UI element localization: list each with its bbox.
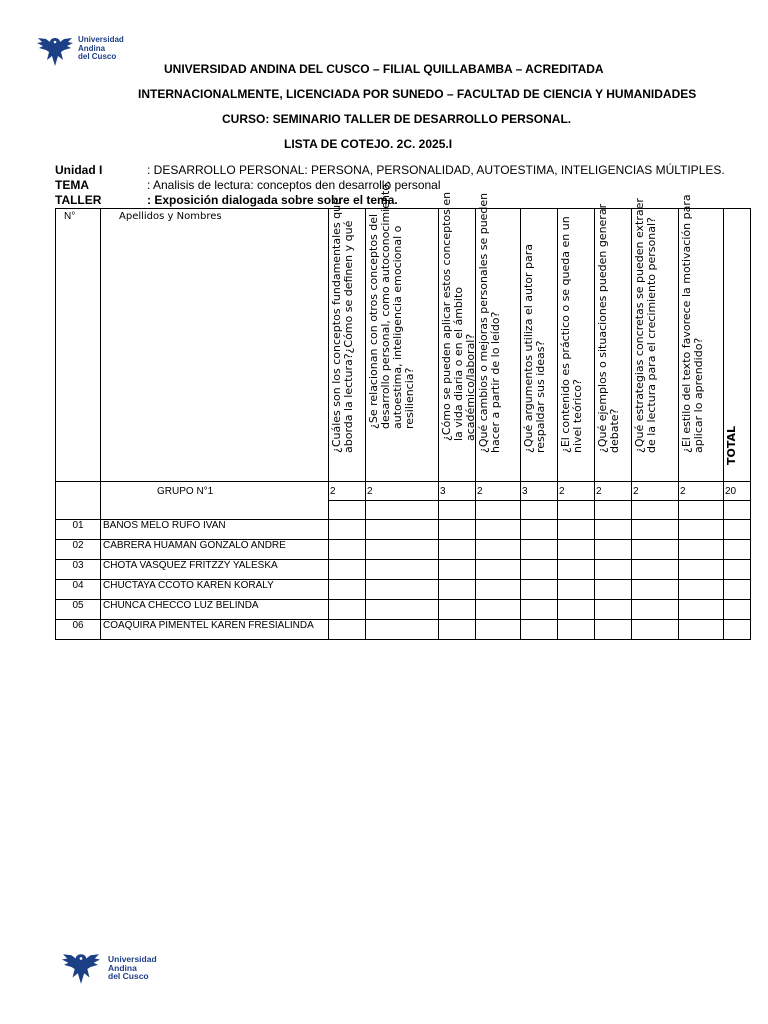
blank-row — [56, 501, 751, 520]
criterion-5 — [521, 209, 558, 482]
col-header-name: Apellidos y Nombres — [101, 209, 329, 482]
grade-cell[interactable] — [366, 600, 439, 620]
student-name: CHOTA VASQUEZ FRITZZY YALESKA — [101, 560, 329, 580]
logo-line-3: del Cusco — [108, 971, 149, 982]
blank-cell — [56, 501, 101, 520]
student-row — [56, 580, 751, 600]
total-label: TOTAL — [725, 425, 738, 465]
grade-cell[interactable] — [329, 540, 366, 560]
header-line-4: LISTA DE COTEJO. 2C. 2025.I — [284, 137, 453, 151]
university-logo-bottom — [60, 950, 157, 986]
group-no-cell — [56, 482, 101, 501]
meta-taller-label: TALLER — [55, 193, 102, 207]
grade-cell[interactable] — [679, 600, 724, 620]
score-8: 2 — [632, 482, 679, 501]
criterion-9 — [679, 194, 724, 482]
student-name: CABRERA HUAMAN GONZALO ANDRE — [101, 540, 329, 560]
grade-cell[interactable] — [476, 600, 521, 620]
student-row — [56, 560, 751, 580]
grade-cell[interactable] — [558, 620, 595, 640]
criterion-2-text: ¿Se relacionan con otros conceptos del desarrollo personal, como autoconocimiento, autoestima, inteligencia emocional o resiliencia? — [367, 180, 416, 429]
student-number: 06 — [56, 620, 101, 640]
criterion-2 — [366, 180, 439, 482]
grade-cell[interactable] — [679, 540, 724, 560]
grade-cell[interactable] — [595, 540, 632, 560]
grade-cell[interactable] — [679, 580, 724, 600]
grade-cell[interactable] — [521, 580, 558, 600]
student-name: COAQUIRA PIMENTEL KAREN FRESIALINDA — [101, 620, 329, 640]
meta-unidad-label: Unidad I — [55, 163, 103, 177]
criterion-9-text: ¿El estilo del texto favorece la motivación para aplicar lo aprendido? — [680, 194, 705, 453]
criterion-4-text: ¿Qué cambios o mejoras personales se pueden hacer a partir de lo leído? — [477, 192, 502, 453]
blank-cell — [724, 501, 751, 520]
score-1: 2 — [329, 482, 366, 501]
grade-cell[interactable] — [439, 540, 476, 560]
condor-logo-icon — [36, 34, 74, 68]
logo-line-3: del Cusco — [78, 52, 117, 62]
meta-tema-value: : Analisis de lectura: conceptos den desarrollo personal — [147, 178, 441, 192]
blank-cell — [595, 501, 632, 520]
score-9: 2 — [679, 482, 724, 501]
criterion-6-text: ¿El contenido es práctico o se queda en un nivel teórico? — [559, 216, 584, 453]
grade-cell[interactable] — [329, 560, 366, 580]
university-logo-top — [36, 34, 124, 68]
criterion-7-text: ¿Qué ejemplos o situaciones pueden generar debate? — [596, 203, 621, 453]
total-cell[interactable] — [724, 520, 751, 540]
grade-cell[interactable] — [558, 580, 595, 600]
student-row — [56, 520, 751, 540]
grade-cell[interactable] — [558, 600, 595, 620]
student-name: CHUNCA CHECCO LUZ BELINDA — [101, 600, 329, 620]
student-number: 04 — [56, 580, 101, 600]
student-number: 02 — [56, 540, 101, 560]
student-row — [56, 600, 751, 620]
grade-cell[interactable] — [632, 560, 679, 580]
student-name: BAÑOS MELO RUFO IVAN — [101, 520, 329, 540]
total-cell[interactable] — [724, 540, 751, 560]
total-cell[interactable] — [724, 620, 751, 640]
student-row — [56, 620, 751, 640]
grade-cell[interactable] — [476, 560, 521, 580]
total-cell[interactable] — [724, 600, 751, 620]
grade-cell[interactable] — [558, 560, 595, 580]
grade-cell[interactable] — [366, 560, 439, 580]
logo-line-2: Andina — [78, 43, 106, 53]
grade-cell[interactable] — [439, 560, 476, 580]
grade-cell[interactable] — [439, 520, 476, 540]
grade-cell[interactable] — [595, 560, 632, 580]
student-number: 05 — [56, 600, 101, 620]
criterion-8 — [632, 198, 679, 482]
col-header-no: N° — [56, 209, 101, 482]
blank-cell — [476, 501, 521, 520]
grade-cell[interactable] — [476, 580, 521, 600]
score-total: 20 — [724, 482, 751, 501]
student-row — [56, 540, 751, 560]
grade-cell[interactable] — [439, 600, 476, 620]
grade-cell[interactable] — [439, 580, 476, 600]
grade-cell[interactable] — [558, 540, 595, 560]
header-line-1: UNIVERSIDAD ANDINA DEL CUSCO – FILIAL QUILLABAMBA – ACREDITADA — [164, 62, 604, 76]
criterion-4 — [476, 192, 521, 482]
grade-cell[interactable] — [521, 620, 558, 640]
grade-cell[interactable] — [595, 600, 632, 620]
blank-cell — [329, 501, 366, 520]
criterion-7 — [595, 203, 632, 482]
col-header-total — [724, 209, 751, 482]
header-line-3: CURSO: SEMINARIO TALLER DE DESARROLLO PERSONAL. — [222, 112, 572, 126]
grade-cell[interactable] — [366, 580, 439, 600]
grade-cell[interactable] — [366, 540, 439, 560]
grade-cell[interactable] — [632, 600, 679, 620]
grade-cell[interactable] — [476, 540, 521, 560]
logo-line-1: Universidad — [78, 35, 124, 45]
criterion-5-text: ¿Qué argumentos utiliza el autor para respaldar sus ideas? — [522, 243, 547, 453]
score-7: 2 — [595, 482, 632, 501]
total-cell[interactable] — [724, 560, 751, 580]
blank-cell — [101, 501, 329, 520]
grade-cell[interactable] — [329, 520, 366, 540]
criterion-3 — [439, 191, 477, 482]
blank-cell — [521, 501, 558, 520]
group-label: GRUPO N°1 — [101, 482, 329, 501]
grade-cell[interactable] — [521, 540, 558, 560]
student-number: 01 — [56, 520, 101, 540]
grade-cell[interactable] — [595, 580, 632, 600]
score-5: 3 — [521, 482, 558, 501]
grade-cell[interactable] — [679, 620, 724, 640]
criterion-3-text: ¿Cómo se pueden aplicar estos conceptos en la vida diaria o en el ámbito académico/laboral? — [440, 191, 477, 441]
criterion-8-text: ¿Qué estrategias concretas se pueden extraer de la lectura para el crecimiento personal? — [633, 198, 658, 453]
score-2: 2 — [366, 482, 439, 501]
meta-unidad-value: : DESARROLLO PERSONAL: PERSONA, PERSONALIDAD, AUTOESTIMA, INTELIGENCIAS MÚLTIPLES. — [147, 163, 725, 177]
grade-cell[interactable] — [558, 520, 595, 540]
header-line-2: INTERNACIONALMENTE, LICENCIADA POR SUNEDO – FACULTAD DE CIENCIA Y HUMANIDADES — [138, 87, 697, 101]
grade-cell[interactable] — [632, 520, 679, 540]
grade-cell[interactable] — [329, 580, 366, 600]
blank-cell — [558, 501, 595, 520]
grade-cell[interactable] — [476, 620, 521, 640]
grade-cell[interactable] — [632, 620, 679, 640]
grade-cell[interactable] — [366, 520, 439, 540]
student-name: CHUCTAYA CCOTO KAREN KORALY — [101, 580, 329, 600]
grade-cell[interactable] — [521, 520, 558, 540]
score-6: 2 — [558, 482, 595, 501]
grade-cell[interactable] — [595, 620, 632, 640]
score-3: 3 — [439, 482, 476, 501]
blank-cell — [366, 501, 439, 520]
grade-cell[interactable] — [632, 540, 679, 560]
grade-cell[interactable] — [679, 520, 724, 540]
meta-tema-label: TEMA — [55, 178, 89, 192]
blank-cell — [439, 501, 476, 520]
grade-cell[interactable] — [329, 600, 366, 620]
logo-line-1: Universidad — [108, 953, 157, 964]
score-4: 2 — [476, 482, 521, 501]
grade-cell[interactable] — [521, 600, 558, 620]
blank-cell — [679, 501, 724, 520]
meta-taller-value: : Exposición dialogada sobre sobre el tema. — [147, 193, 398, 207]
header-row — [56, 209, 751, 482]
grade-cell[interactable] — [679, 560, 724, 580]
grade-cell[interactable] — [632, 580, 679, 600]
grade-cell[interactable] — [439, 620, 476, 640]
condor-logo-icon — [60, 950, 102, 986]
total-cell[interactable] — [724, 580, 751, 600]
grade-cell[interactable] — [521, 560, 558, 580]
grade-cell[interactable] — [595, 520, 632, 540]
group-row — [56, 482, 751, 501]
grade-cell[interactable] — [366, 620, 439, 640]
student-number: 03 — [56, 560, 101, 580]
logo-line-2: Andina — [108, 962, 137, 973]
criterion-1-text: ¿Cuáles son los conceptos fundamentales que aborda la lectura?¿Cómo se definen y qué — [330, 198, 355, 453]
grade-cell[interactable] — [329, 620, 366, 640]
blank-cell — [632, 501, 679, 520]
criterion-1 — [329, 198, 366, 482]
grade-cell[interactable] — [476, 520, 521, 540]
criterion-6 — [558, 209, 595, 482]
